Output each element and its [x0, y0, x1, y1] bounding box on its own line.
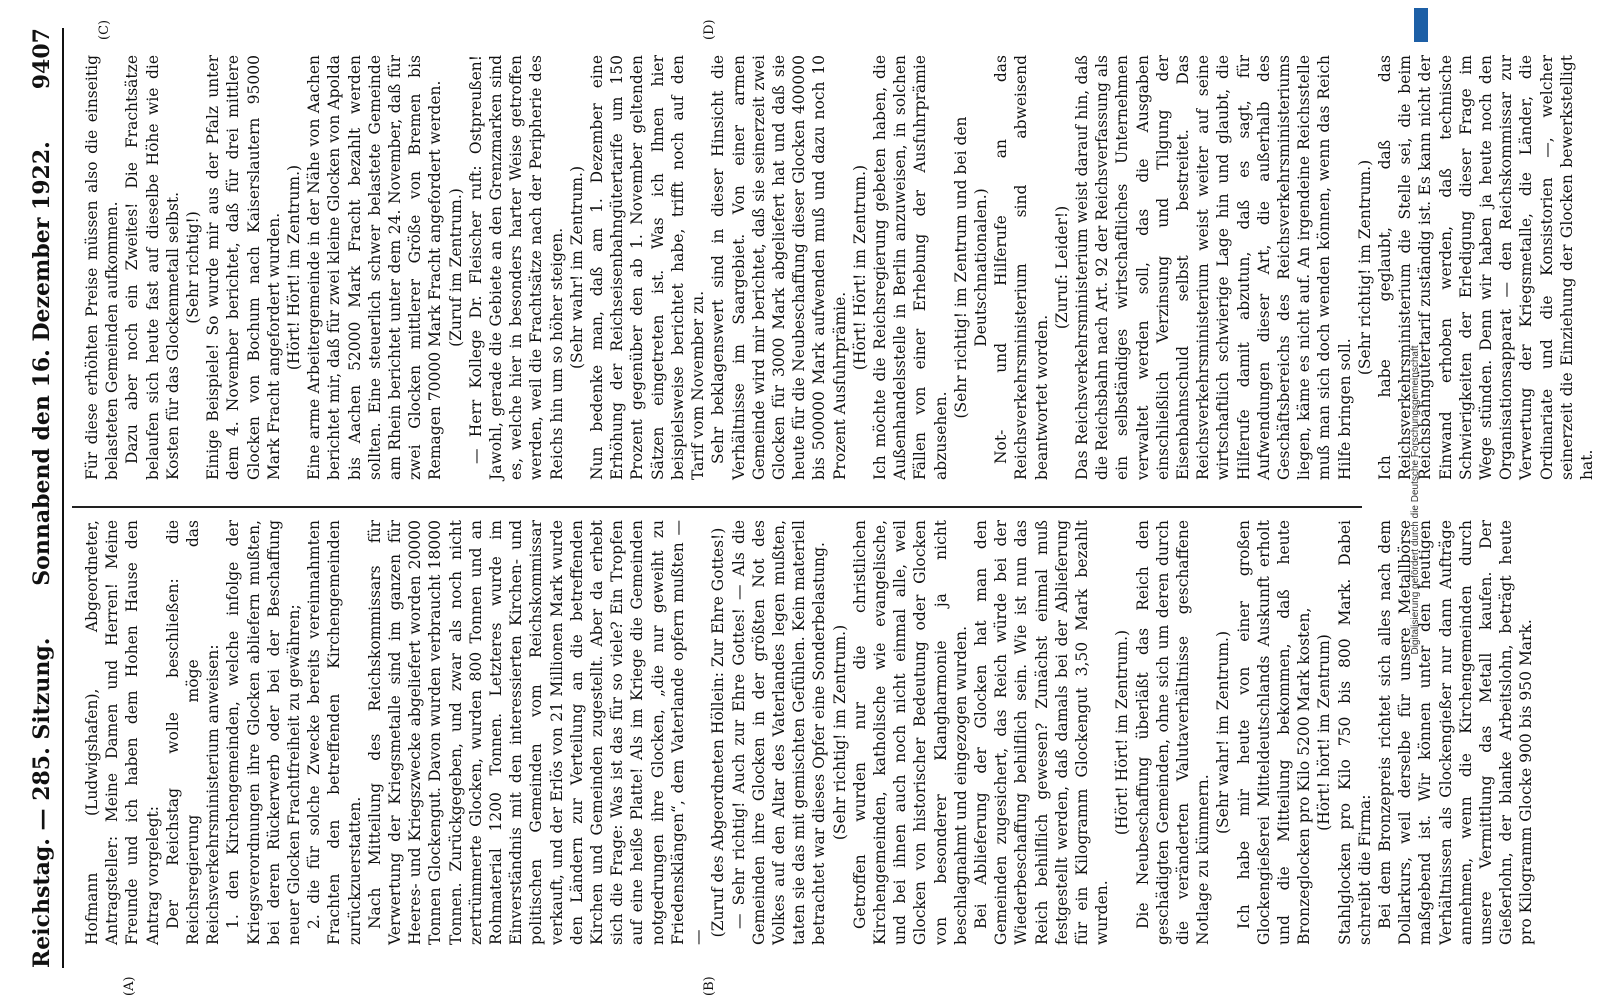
- interjection: (Sehr richtig! im Zentrum.): [1355, 159, 1374, 376]
- paragraph: Bei dem Bronzepreis richtet sich alles nach dem Dollarkurs, weil derselbe für unsere Metallbörse maßgebend ist. Wir können unter den heutigen Verhältnissen als Glockengießer nur dann Aufträge annehmen, wenn die Kirchengemeinden durch unsere Vermittlung das Metall kaufen. Der Gießerlohn, der blanke Arbeitslohn, beträgt heute pro Kilogramm Glocke 900 bis 950 Mark.: [1376, 520, 1536, 945]
- interjection: (Zuruf im Zentrum.): [446, 188, 465, 347]
- interjection: (Zuruf: Leider!): [1052, 205, 1071, 330]
- interjection: (Hört! Hört! im Zentrum.): [285, 164, 304, 371]
- interjection: (Zuruf des Abgeordneten Höllein: Zur Ehre Gottes!): [709, 527, 728, 938]
- paragraph: — Sehr richtig! Auch zur Ehre Gottes! — Als die Gemeinden ihre Glocken in der größten Not des Volkes auf den Altar des Vaterlandes legen mußten, taten sie das mit gemischten Gefühlen. Kein materiell betrachtet war dieses Opfer eine Sonderbelastung.: [729, 520, 829, 945]
- side-note-text: Digitalisierung gefördert durch die Deutsche Forschungsgemeinschaft: [1410, 345, 1421, 655]
- interjection: (Hört! Hört! im Zentrum.): [850, 164, 869, 371]
- paragraph: Sehr beklagenswert sind in dieser Hinsicht die Verhältnisse im Saargebiet. Von einer armen Gemeinde wird mir berichtet, daß sie seinerzeit zwei Glocken für 3000 Mark abgeliefert hat und daß sie heute für die Neubeschaffung dieser Glocken 400000 bis 500000 Mark aufwenden muß und dazu noch 10 Prozent Ausfuhrprämie.: [709, 55, 849, 480]
- margin-marker-c: (C): [97, 19, 112, 40]
- right-column: [82, 55, 1597, 480]
- page-number: 9407: [29, 28, 55, 90]
- interjection: (Sehr richtig! im Zentrum.): [830, 624, 849, 841]
- margin-marker-b: (B): [702, 976, 717, 996]
- paragraph: Das Reichsverkehrsministerium weist darauf hin, daß die Reichsbahn nach Art. 92 der Reichsverfassung als ein selbständiges wirtschaftliches Unternehmen verwaltet werden soll, das die Ausgaben einschließlich Verzinsung und Tilgung der Eisenbahnschuld selbst bestreitet. Das Reichsverkehrsministerium weist weiter auf seine wirtschaftlich schwierige Lage hin und glaubt, die Hilferufe damit abzutun, daß es sagt, für Aufwendungen dieser Art, die außerhalb des Geschäftsbereichs des Reichsverkehrsministeriums liegen, käme es nicht auf. An irgendeine Reichsstelle muß man sich doch wenden können, wenn das Reich Hilfe bringen soll.: [1072, 55, 1354, 480]
- paragraph: Eine arme Arbeitergemeinde in der Nähe von Aachen berichtet mir, daß für zwei kleine Glocken von Apolda bis Aachen 52000 Mark Fracht bezahlt werden sollten. Eine steuerlich schwer belastete Gemeinde am Rhein berichtet unter dem 24. November, daß für zwei Glocken mittlerer Größe von Bremen bis Remagen 70000 Mark Fracht angefordert werden.: [305, 55, 445, 480]
- interjection: (Sehr richtig! im Zentrum und bei den Deutschnationalen.): [951, 116, 990, 419]
- paragraph: Ich habe geglaubt, daß das Reichsverkehrsministerium die Stelle sei, die beim Reichsbahngütertarif zuständig ist. Es kann nicht der Einwand erhoben werden, daß technische Schwierigkeiten der Erledigung dieser Frage im Wege stünden. Denn wir haben ja heute noch den Organisationsapparat — den Reichskommissar zur Verwertung der Kriegsmetalle, die Länder, die Ordinariate und die Konsistorien —, welcher seinerzeit die Einziehung der Glocken bewerkstelligt hat.: [1376, 55, 1597, 480]
- paragraph: 1. den Kirchengemeinden, welche infolge der Kriegsverordnungen ihre Glocken abliefern mußten, bei deren Rückerwerb oder bei der Beschaffung neuer Glocken Frachtfreiheit zu gewähren;: [224, 520, 304, 945]
- paragraph: 2. die für solche Zwecke bereits vereinnahmten Frachten den betreffenden Kirchengemeinden zurückzuerstatten.: [305, 520, 364, 945]
- paragraph: Nun bedenke man, daß am 1. Dezember eine Erhöhung der Reichseisenbahngütertarife um 150 Prozent gegenüber den ab 1. November geltenden Sätzen eingetreten ist. Was ich Ihnen hier beispielsweise berichtet habe, trifft noch auf den Tarif vom November zu.: [588, 55, 708, 480]
- paragraph: Der Reichstag wolle beschließen: die Reichsregierung möge das Reichsverkehrsministerium anweisen:: [163, 520, 223, 945]
- paragraph: Für diese erhöhten Preise müssen also die einseitig belasteten Gemeinden aufkommen.: [83, 55, 122, 480]
- paragraph: — Herr Kollege Dr. Fleischer ruft: Ostpreußen! Jawohl, gerade die Gebiete an den Grenzmarken sind es, welche hier in besonders harter Weise getroffen werden, weil die Frachtsätze nach der Peripherie des Reichs hin um so höher steigen.: [466, 55, 566, 480]
- header-date: Sonnabend den 16. Dezember 1922.: [29, 141, 55, 586]
- interjection: (Sehr richtig!): [184, 211, 203, 324]
- paragraph: Not- und Hilferufe an das Reichsverkehrsministerium sind abweisend beantwortet worden.: [992, 55, 1051, 480]
- interjection: (Sehr wahr! im Zentrum.): [1214, 631, 1233, 835]
- side-note: [1410, 20, 1430, 980]
- interjection: (Hört! hört! im Zentrum): [1315, 634, 1334, 831]
- margin-marker-d: (D): [702, 19, 717, 40]
- paragraph: Die Neubeschaffung überläßt das Reich den geschädigten Gemeinden, ohne sich um deren durch die veränderten Valutaverhältnisse geschaffene Notlage zu kümmern.: [1133, 520, 1213, 945]
- margin-marker-a: (A): [122, 976, 137, 996]
- paragraph: Ich habe mir heute von einer großen Glockengießerei Mitteldeutschlands Auskunft erholt und die Mitteilung bekommen, daß heute Bronzeglocken pro Kilo 5200 Mark kosten,: [1234, 520, 1314, 945]
- paragraph: Dazu aber noch ein Zweites! Die Frachtsätze belaufen sich heute fast auf dieselbe Höhe wie die Kosten für das Glockenmetall selbst.: [123, 55, 182, 480]
- paragraph: Bei Ablieferung der Glocken hat man den Gemeinden zugesichert, das Reich würde bei der Wiederbeschaffung behilflich sein. Wie ist nun das Reich behilflich gewesen? Zunächst einmal muß festgestellt werden, daß damals bei der Ablieferung für ein Kilogramm Glockengut 3,50 Mark bezahlt wurden.: [971, 520, 1112, 945]
- paragraph: Einige Beispiele! So wurde mir aus der Pfalz unter dem 4. November berichtet, daß für drei mittlere Glocken von Bochum nach Kaiserslautern 95000 Mark Fracht angefordert wurden.: [204, 55, 283, 480]
- page-header: [22, 28, 64, 968]
- header-session: Reichstag. — 285. Sitzung.: [29, 637, 55, 968]
- paragraph: Ich möchte die Reichsregierung gebeten haben, die Außenhandelsstelle in Berlin anzuweisen, in solchen Fällen von einer Erhebung der Ausfuhrprämie abzusehen.: [870, 55, 950, 480]
- paragraph: Hofmann (Ludwigshafen), Abgeordneter, Antragsteller: Meine Damen und Herren! Meine Freunde und ich haben dem Hohen Hause den Antrag vorgelegt:: [83, 520, 162, 945]
- left-column: [82, 520, 1537, 945]
- paragraph: Getroffen wurden nur die christlichen Kirchengemeinden, katholische wie evangelische, und bei ihnen auch noch nicht einmal alle, weil Glocken von historischer Bedeutung oder Glocken von besonderer Klangharmonie ja nicht beschlagnahmt und eingezogen wurden.: [850, 520, 970, 945]
- interjection: (Sehr wahr! im Zentrum.): [567, 166, 586, 370]
- column-divider: [72, 506, 1362, 508]
- interjection: (Hört! Hört! im Zentrum.): [1113, 629, 1132, 836]
- paragraph: Stahlglocken pro Kilo 750 bis 800 Mark. Dabei schreibt die Firma:: [1335, 520, 1374, 945]
- paragraph: Nach Mitteilung des Reichskommissars für Verwertung der Kriegsmetalle sind im ganzen für Heeres- und Kriegszwecke abgeliefert worden 20000 Tonnen Glockengut. Davon wurden verbraucht 18000 Tonnen. Zurückgegeben, und zwar als noch nicht zertrümmerte Glocken, wurden 800 Tonnen und an Rohmaterial 1200 Tonnen. Letzteres wurde im Einverständnis mit den interessierten Kirchen- und politischen Gemeinden vom Reichskommissar verkauft, und der Erlös von 21 Millionen Mark wurde den Ländern zur Verteilung an die betreffenden Kirchen und Gemeinden zugestellt. Aber da erhebt sich die Frage: Was ist das für so viele? Ein Tropfen auf eine heiße Platte! Als im Kriege die Gemeinden notgedrungen ihre Glocken, „die nur geweiht zu Friedensklängen“, dem Vaterlande opfern mußten — —: [365, 520, 708, 945]
